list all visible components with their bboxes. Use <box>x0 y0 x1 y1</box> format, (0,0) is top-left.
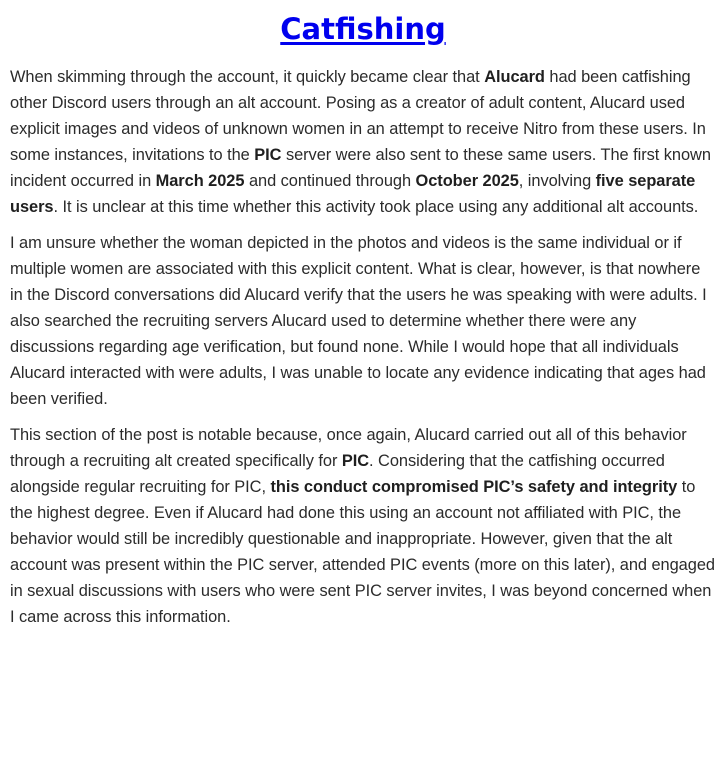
emphasis-conduct: this conduct compromised PIC’s safety and integrity <box>270 478 678 496</box>
emphasis-alucard: Alucard <box>484 68 545 86</box>
text-run: . Considering that the catfishing occurred alongside regular recruiting for PIC, <box>10 452 665 496</box>
text-run: to the highest degree. Even if Alucard had done this using an account not affiliated with PIC, the behavior would still be incredibly questionable and inappropriate. However, given that the alt account was present within the PIC server, attended PIC events (more on this later), and engaged in sexual discussions with users who were sent PIC server invites, I was beyond concerned when I came across this information. <box>10 478 715 626</box>
text-run: had been catfishing other Discord users through an alt account. Posing as a creator of adult content, Alucard used explicit images and videos of unknown women in an attempt to receive Nitro from these users. In some instances, invitations to the <box>10 68 706 164</box>
emphasis-user-count: five separate users <box>10 172 696 216</box>
text-run: , involving <box>518 172 596 190</box>
emphasis-pic: PIC <box>341 452 370 470</box>
paragraph <box>10 230 716 412</box>
text-run: . It is unclear at this time whether this activity took place using any additional alt accounts. <box>53 198 699 216</box>
text-run: and continued through <box>244 172 416 190</box>
emphasis-pic: PIC <box>254 146 282 164</box>
text-run: When skimming through the account, it quickly became clear that <box>10 68 485 86</box>
text-run: This section of the post is notable because, once again, Alucard carried out all of this behavior through a recruiting alt created specifically for <box>10 426 687 470</box>
emphasis-start-date: March 2025 <box>155 172 245 190</box>
text-run: I am unsure whether the woman depicted in the photos and videos is the same individual or if multiple women are associated with this explicit content. What is clear, however, is that nowhere in the Discord conversations did Alucard verify that the users he was speaking with were adults. I also searched the recruiting servers Alucard used to determine whether there were any discussions regarding age verification, but found none. While I would hope that all individuals Alucard interacted with were adults, I was unable to locate any evidence indicating that ages had been verified. <box>10 234 707 408</box>
section-title-link[interactable]: Catfishing <box>280 12 446 46</box>
paragraph <box>10 64 716 220</box>
text-run: server were also sent to these same users. The first known incident occurred in <box>10 146 711 190</box>
paragraph <box>10 422 716 630</box>
section-header <box>10 0 716 64</box>
article-body <box>10 64 716 630</box>
emphasis-end-date: October 2025 <box>415 172 519 190</box>
